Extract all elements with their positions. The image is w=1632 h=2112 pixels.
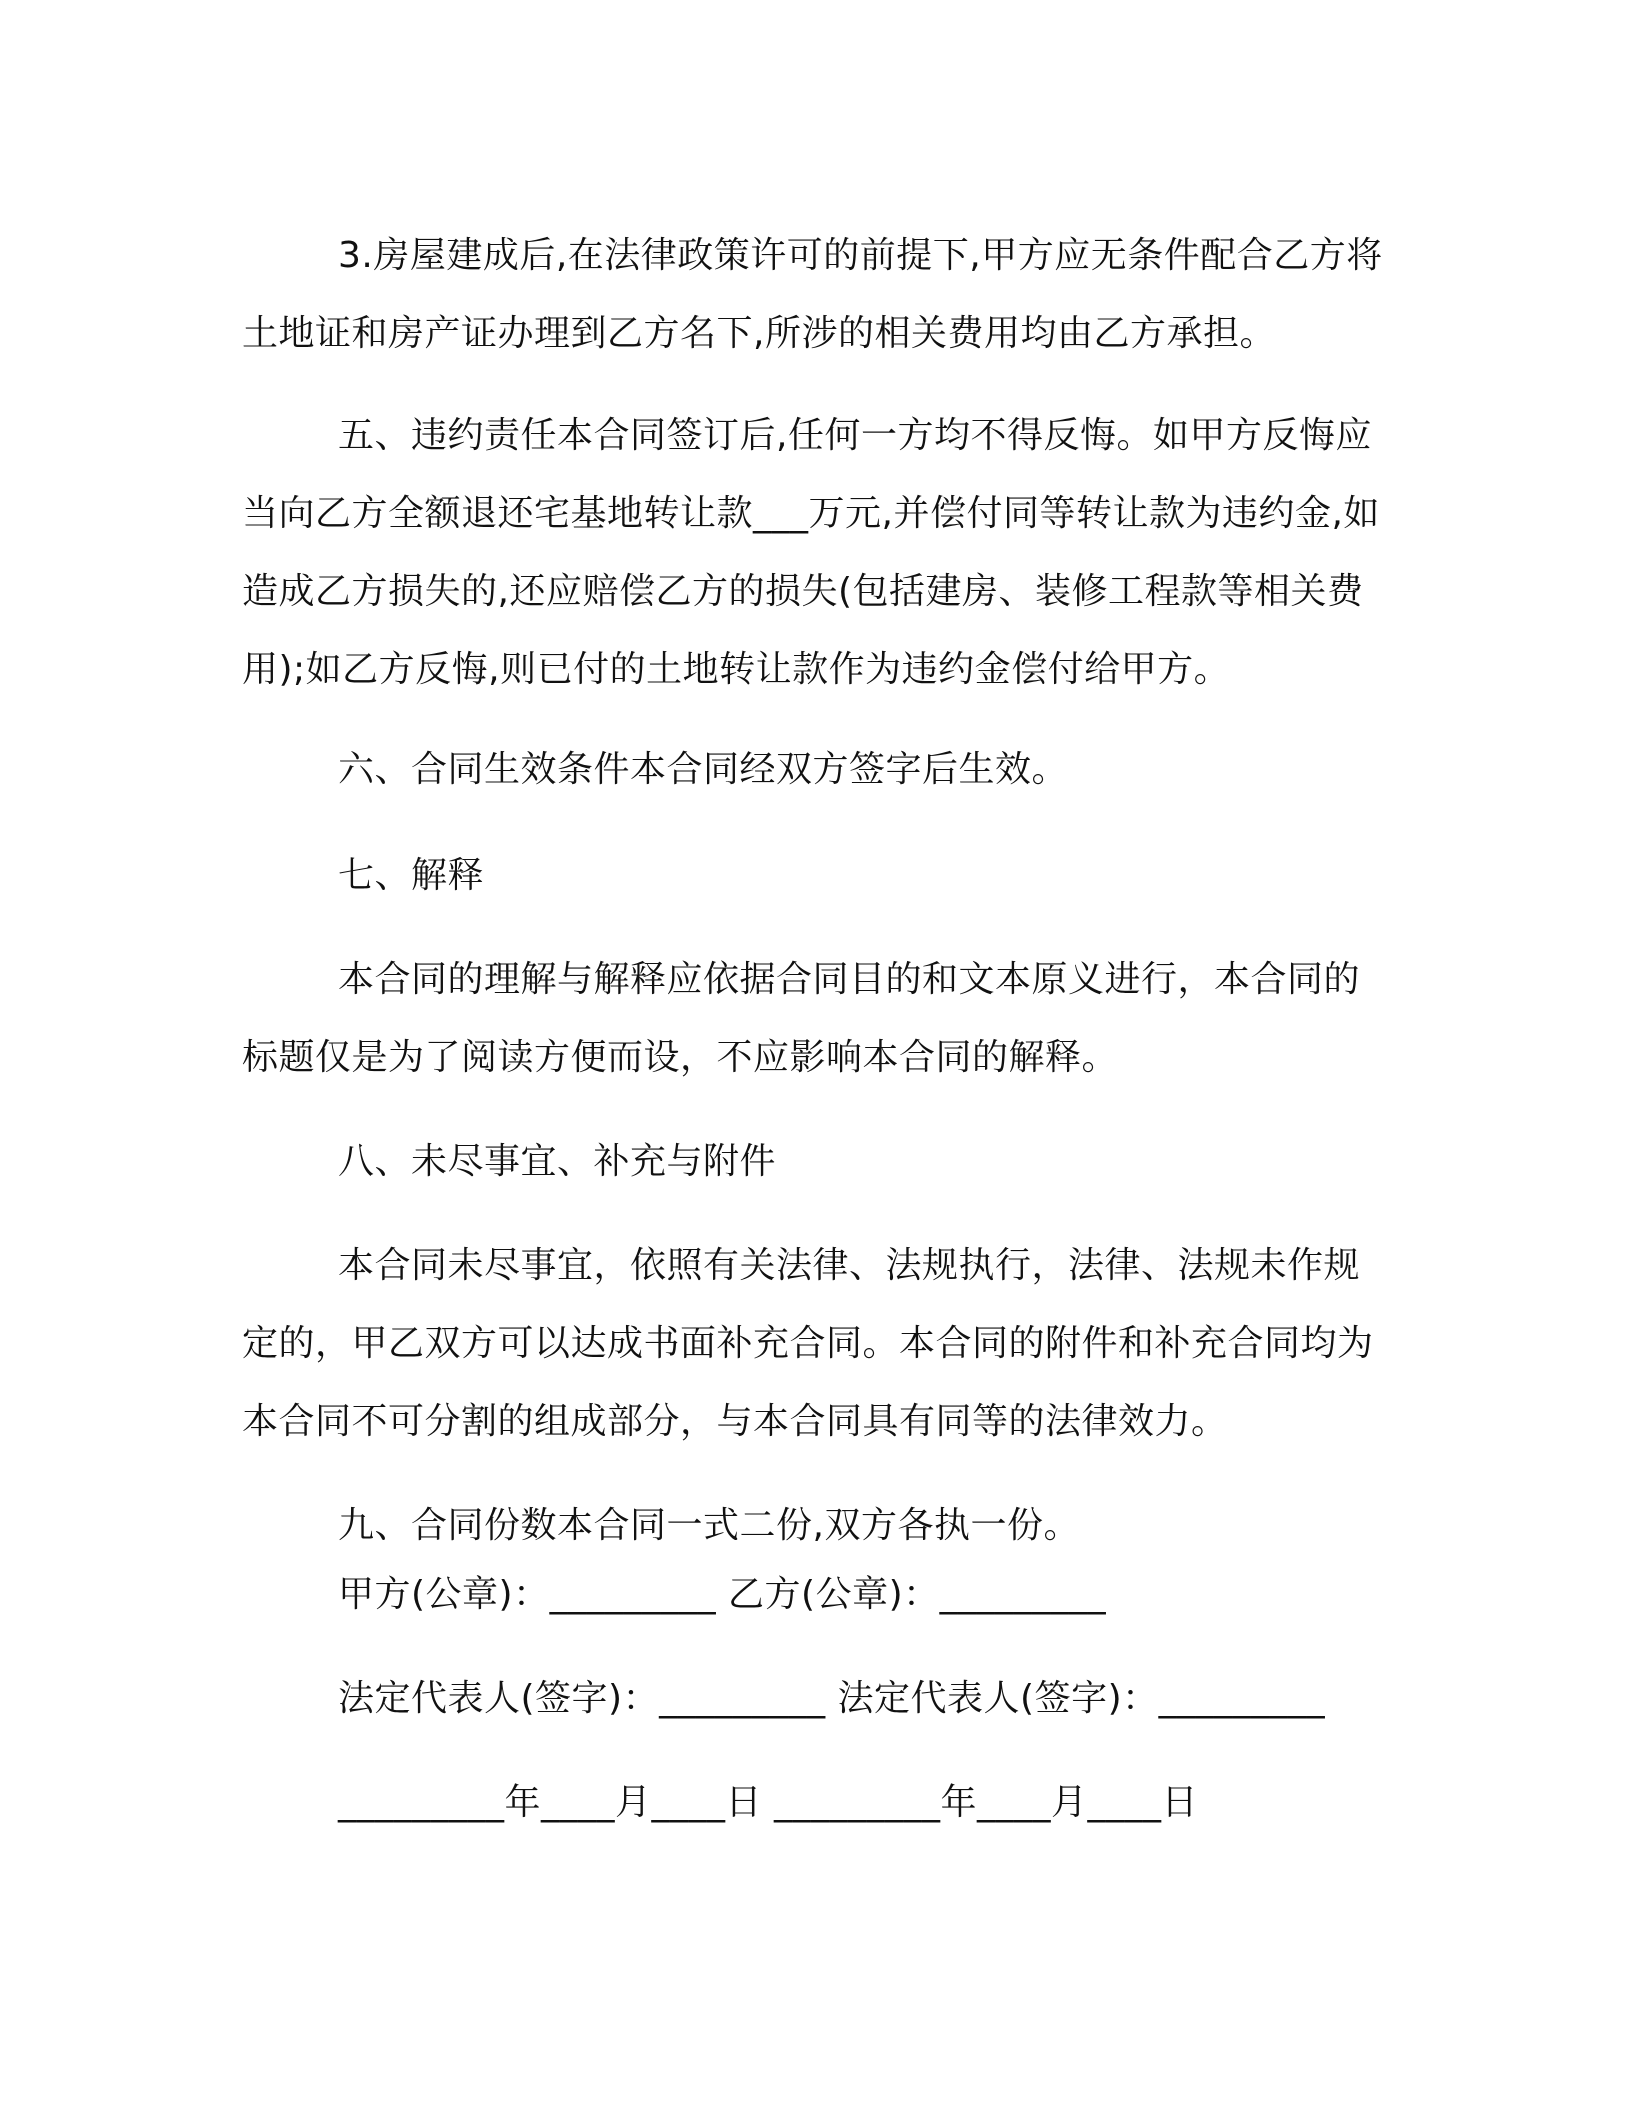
clause-3-paragraph: 3.房屋建成后,在法律政策许可的前提下,甲方应无条件配合乙方将土地证和房产证办理到乙方名下,所涉的相关费用均由乙方承担。 [242,235,1383,354]
clause-8-body-paragraph: 本合同未尽事宜，依照有关法律、法规执行，法律、法规未作规定的，甲乙双方可以达成书面补充合同。本合同的附件和补充合同均为本合同不可分割的组成部分，与本合同具有同等的法律效力。 [242,1245,1374,1442]
clause-7-heading: 七、解释 [338,855,485,896]
clause-6-effective-paragraph: 六、合同生效条件本合同经双方签字后生效。 [338,749,1069,790]
clause-8-heading: 八、未尽事宜、补充与附件 [338,1141,777,1182]
seal-signature-line: 甲方(公章)：_________ 乙方(公章)：_________ [338,1574,1107,1615]
clause-7-body-paragraph: 本合同的理解与解释应依据合同目的和文本原义进行，本合同的标题仅是为了阅读方便而设，不应影响本合同的解释。 [242,959,1361,1078]
date-line: _________年____月____日 _________年____月____日 [338,1782,1198,1823]
legal-representative-signature-line: 法定代表人(签字)：_________ 法定代表人(签字)：_________ [338,1678,1326,1719]
clause-5-breach-paragraph: 五、违约责任本合同签订后,任何一方均不得反悔。如甲方反悔应当向乙方全额退还宅基地转让款___万元,并偿付同等转让款为违约金,如造成乙方损失的,还应赔偿乙方的损失(包括建房、装修工程款等相关费用);如乙方反悔,则已付的土地转让款作为违约金偿付给甲方。 [242,415,1380,690]
clause-9-copies-paragraph: 九、合同份数本合同一式二份,双方各执一份。 [338,1505,1080,1546]
